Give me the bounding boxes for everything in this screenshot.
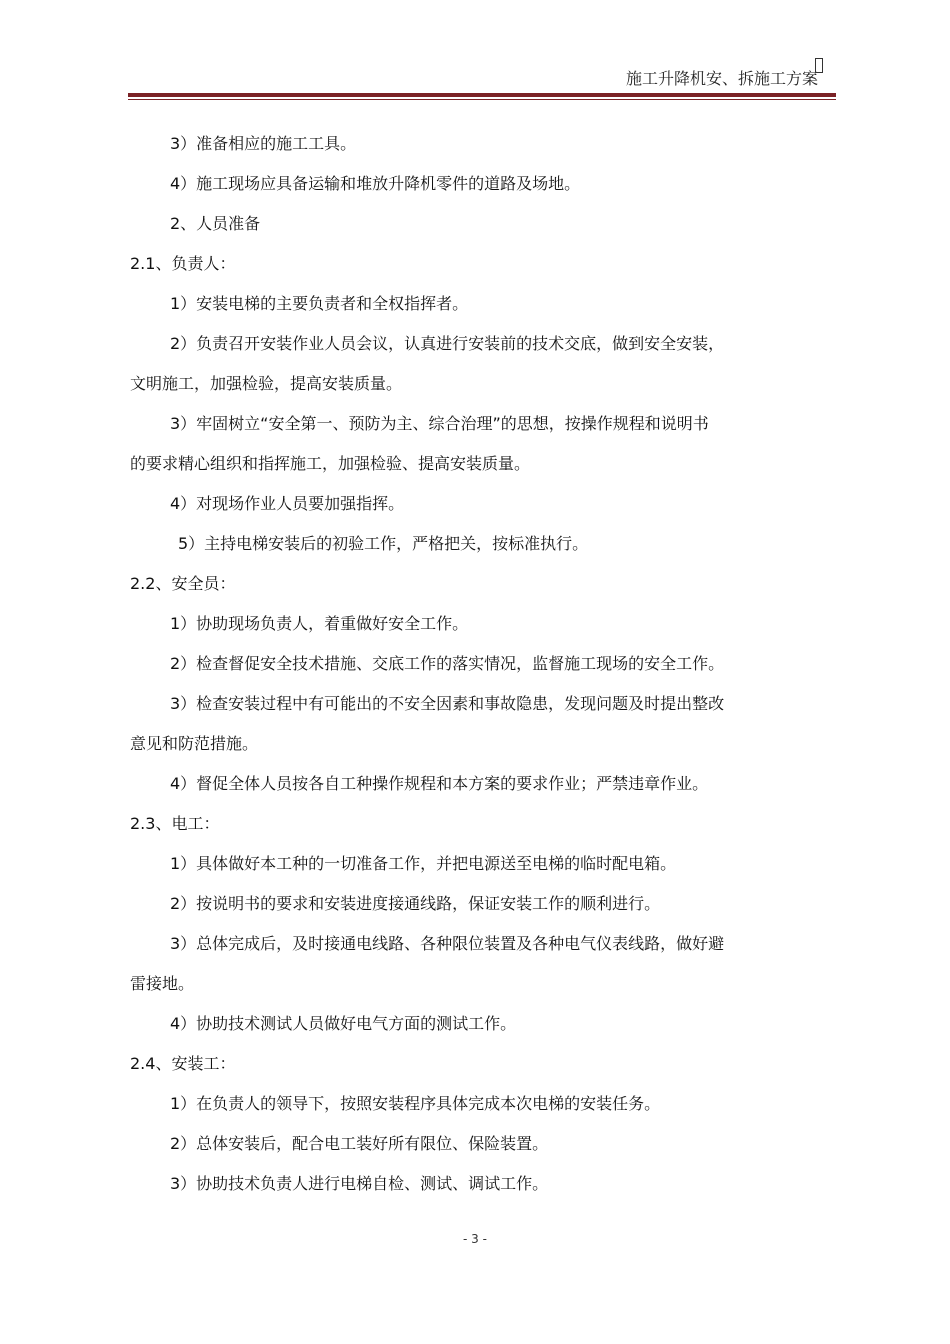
list-item-continuation: 文明施工，加强检验，提高安装质量。 <box>130 374 403 393</box>
list-item-continuation: 雷接地。 <box>130 974 195 993</box>
list-item: 1）具体做好本工种的一切准备工作，并把电源送至电梯的临时配电箱。 <box>170 854 677 873</box>
list-item: 5）主持电梯安装后的初验工作，严格把关，按标准执行。 <box>178 534 589 553</box>
list-item-continuation: 意见和防范措施。 <box>130 734 259 753</box>
list-item: 3）准备相应的施工工具。 <box>170 134 357 153</box>
list-item: 4）对现场作业人员要加强指挥。 <box>170 494 405 513</box>
list-item: 2）总体安装后，配合电工装好所有限位、保险装置。 <box>170 1134 549 1153</box>
list-item: 1）安装电梯的主要负责者和全权指挥者。 <box>170 294 469 313</box>
list-item: 1）在负责人的领导下，按照安装程序具体完成本次电梯的安装任务。 <box>170 1094 661 1113</box>
subsection-heading: 2.2、安全员： <box>130 574 236 593</box>
list-item: 3）牢固树立“安全第一、预防为主、综合治理”的思想，按操作规程和说明书 <box>170 414 709 433</box>
page-number: - 3 - <box>463 1232 487 1246</box>
subsection-heading: 2.4、安装工： <box>130 1054 236 1073</box>
list-item: 1）协助现场负责人，着重做好安全工作。 <box>170 614 469 633</box>
list-item: 3）协助技术负责人进行电梯自检、测试、调试工作。 <box>170 1174 549 1193</box>
list-item: 4）施工现场应具备运输和堆放升降机零件的道路及场地。 <box>170 174 581 193</box>
list-item: 4）督促全体人员按各自工种操作规程和本方案的要求作业；严禁违章作业。 <box>170 774 709 793</box>
placeholder-glyph-icon <box>815 58 823 73</box>
list-item: 3）总体完成后，及时接通电线路、各种限位装置及各种电气仪表线路，做好避 <box>170 934 725 953</box>
list-item: 3）检查安装过程中有可能出的不安全因素和事故隐患，发现问题及时提出整改 <box>170 694 725 713</box>
subsection-heading: 2.1、负责人： <box>130 254 236 273</box>
header-rule-thick <box>128 93 836 97</box>
list-item: 4）协助技术测试人员做好电气方面的测试工作。 <box>170 1014 517 1033</box>
section-heading: 2、人员准备 <box>170 214 261 233</box>
list-item: 2）负责召开安装作业人员会议，认真进行安装前的技术交底，做到安全安装， <box>170 334 725 353</box>
header-title: 施工升降机安、拆施工方案 <box>625 69 818 88</box>
document-body <box>130 124 836 1204</box>
header-rule-thin <box>128 99 836 100</box>
list-item-continuation: 的要求精心组织和指挥施工，加强检验、提高安装质量。 <box>130 454 531 473</box>
list-item: 2）按说明书的要求和安装进度接通线路，保证安装工作的顺利进行。 <box>170 894 661 913</box>
subsection-heading: 2.3、电工： <box>130 814 220 833</box>
list-item: 2）检查督促安全技术措施、交底工作的落实情况，监督施工现场的安全工作。 <box>170 654 725 673</box>
